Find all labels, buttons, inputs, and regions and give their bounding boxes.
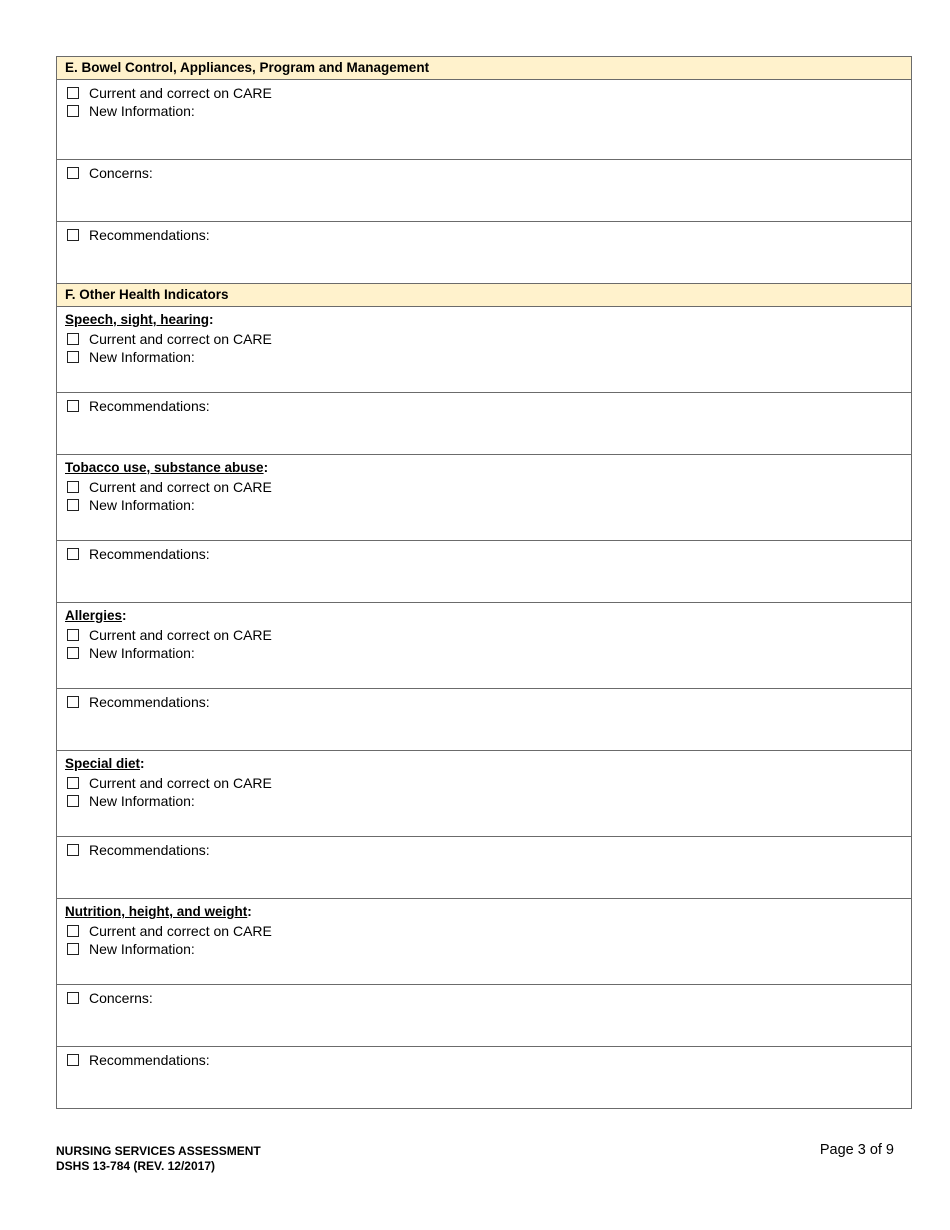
new-info-label: New Information: <box>89 793 195 809</box>
new-info-label: New Information: <box>89 645 195 661</box>
current-label: Current and correct on CARE <box>89 331 272 347</box>
checkbox-recommendations[interactable] <box>67 229 79 241</box>
checkbox-current[interactable] <box>67 87 79 99</box>
page-number: Page 3 of 9 <box>819 1142 894 1158</box>
recommendations-label: Recommendations: <box>89 694 210 710</box>
section-f-title: F. Other Health Indicators <box>65 287 229 302</box>
nutrition-recommendations-cell <box>57 1047 911 1109</box>
nutrition-concerns-cell <box>57 985 911 1047</box>
diet-heading: Special diet: <box>65 756 145 771</box>
new-info-label: New Information: <box>89 497 195 513</box>
checkbox-recommendations[interactable] <box>67 844 79 856</box>
section-e-header <box>57 57 911 80</box>
current-label: Current and correct on CARE <box>89 775 272 791</box>
recommendations-label: Recommendations: <box>89 842 210 858</box>
tobacco-recommendations-cell <box>57 541 911 603</box>
checkbox-new-info[interactable] <box>67 499 79 511</box>
tobacco-heading: Tobacco use, substance abuse: <box>65 460 269 475</box>
concerns-label: Concerns: <box>89 165 153 181</box>
section-f-header <box>57 284 911 307</box>
speech-recommendations-cell <box>57 393 911 455</box>
recommendations-label: Recommendations: <box>89 227 210 243</box>
checkbox-current[interactable] <box>67 777 79 789</box>
allergies-recommendations-cell <box>57 689 911 751</box>
checkbox-current[interactable] <box>67 481 79 493</box>
checkbox-concerns[interactable] <box>67 992 79 1004</box>
new-info-label: New Information: <box>89 103 195 119</box>
diet-recommendations-cell <box>57 837 911 899</box>
nutrition-heading: Nutrition, height, and weight: <box>65 904 252 919</box>
assessment-form <box>56 56 912 1109</box>
recommendations-label: Recommendations: <box>89 1052 210 1068</box>
checkbox-new-info[interactable] <box>67 943 79 955</box>
current-label: Current and correct on CARE <box>89 627 272 643</box>
checkbox-current[interactable] <box>67 629 79 641</box>
footer-form-info <box>56 1144 261 1174</box>
form-title: NURSING SERVICES ASSESSMENT <box>56 1144 261 1158</box>
current-label: Current and correct on CARE <box>89 479 272 495</box>
form-number: DSHS 13-784 (REV. 12/2017) <box>56 1159 215 1173</box>
speech-heading: Speech, sight, hearing: <box>65 312 214 327</box>
recommendations-label: Recommendations: <box>89 546 210 562</box>
section-e-recommendations-cell <box>57 222 911 284</box>
allergies-status-cell <box>57 603 911 689</box>
checkbox-recommendations[interactable] <box>67 548 79 560</box>
checkbox-new-info[interactable] <box>67 647 79 659</box>
checkbox-current[interactable] <box>67 333 79 345</box>
checkbox-concerns[interactable] <box>67 167 79 179</box>
tobacco-status-cell <box>57 455 911 541</box>
checkbox-new-info[interactable] <box>67 105 79 117</box>
recommendations-label: Recommendations: <box>89 398 210 414</box>
new-info-label: New Information: <box>89 941 195 957</box>
checkbox-new-info[interactable] <box>67 795 79 807</box>
checkbox-recommendations[interactable] <box>67 1054 79 1066</box>
allergies-heading: Allergies: <box>65 608 127 623</box>
checkbox-current[interactable] <box>67 925 79 937</box>
nutrition-status-cell <box>57 899 911 985</box>
concerns-label: Concerns: <box>89 990 153 1006</box>
diet-status-cell <box>57 751 911 837</box>
speech-status-cell <box>57 307 911 393</box>
new-info-label: New Information: <box>89 349 195 365</box>
section-e-concerns-cell <box>57 160 911 222</box>
checkbox-recommendations[interactable] <box>67 696 79 708</box>
current-label: Current and correct on CARE <box>89 85 272 101</box>
checkbox-new-info[interactable] <box>67 351 79 363</box>
section-e-title: E. Bowel Control, Appliances, Program and Management <box>65 60 430 75</box>
checkbox-recommendations[interactable] <box>67 400 79 412</box>
section-e-status-cell <box>57 80 911 160</box>
current-label: Current and correct on CARE <box>89 923 272 939</box>
